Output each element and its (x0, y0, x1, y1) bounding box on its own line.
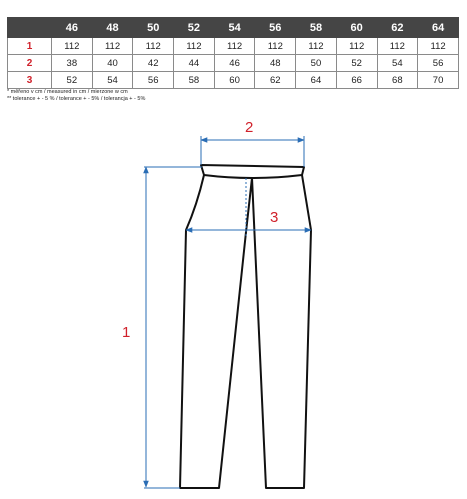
table-cell: 112 (133, 38, 174, 55)
table-cell: 52 (336, 55, 377, 72)
table-cell: 112 (377, 38, 418, 55)
row-label: 1 (8, 38, 52, 55)
measure-line-waist (201, 136, 304, 167)
table-cell: 112 (92, 38, 133, 55)
table-cell: 38 (52, 55, 93, 72)
table-cell: 64 (296, 72, 337, 89)
trousers-body (180, 175, 311, 488)
row-label: 3 (8, 72, 52, 89)
table-cell: 48 (255, 55, 296, 72)
waistband (201, 165, 304, 178)
table-cell: 66 (336, 72, 377, 89)
table-cell: 44 (174, 55, 215, 72)
trousers-outline (180, 165, 311, 488)
measure-line-length (144, 167, 202, 488)
table-cell: 54 (92, 72, 133, 89)
table-cell: 112 (174, 38, 215, 55)
header-cell-size: 58 (296, 18, 337, 38)
table-cell: 56 (418, 55, 459, 72)
table-cell: 68 (377, 72, 418, 89)
header-cell-size: 50 (133, 18, 174, 38)
header-cell-size: 48 (92, 18, 133, 38)
table-cell: 46 (214, 55, 255, 72)
table-cell: 112 (255, 38, 296, 55)
header-cell-size: 52 (174, 18, 215, 38)
table-cell: 60 (214, 72, 255, 89)
table-cell: 52 (52, 72, 93, 89)
header-cell-size: 54 (214, 18, 255, 38)
header-cell-size: 60 (336, 18, 377, 38)
table-cell: 112 (296, 38, 337, 55)
note-measured-in-cm: * měřeno v cm / measured in cm / mierzone w cm (7, 89, 128, 95)
label-hip: 3 (270, 209, 279, 226)
table-cell: 112 (418, 38, 459, 55)
header-cell-size: 56 (255, 18, 296, 38)
row-label: 2 (8, 55, 52, 72)
table-cell: 70 (418, 72, 459, 89)
label-length: 1 (122, 324, 131, 341)
table-cell: 42 (133, 55, 174, 72)
table-cell: 50 (296, 55, 337, 72)
table-cell: 112 (52, 38, 93, 55)
header-cell-size: 62 (377, 18, 418, 38)
note-tolerance: ** tolerance + - 5 % / tolerance + - 5% / tolerancja + - 5% (7, 96, 146, 102)
table-cell: 40 (92, 55, 133, 72)
table-cell: 62 (255, 72, 296, 89)
table-cell: 112 (214, 38, 255, 55)
table-cell: 54 (377, 55, 418, 72)
table-cell: 56 (133, 72, 174, 89)
header-cell-size: 46 (52, 18, 93, 38)
table-cell: 58 (174, 72, 215, 89)
label-waist: 2 (245, 119, 254, 136)
table-cell: 112 (336, 38, 377, 55)
header-cell-size: 64 (418, 18, 459, 38)
